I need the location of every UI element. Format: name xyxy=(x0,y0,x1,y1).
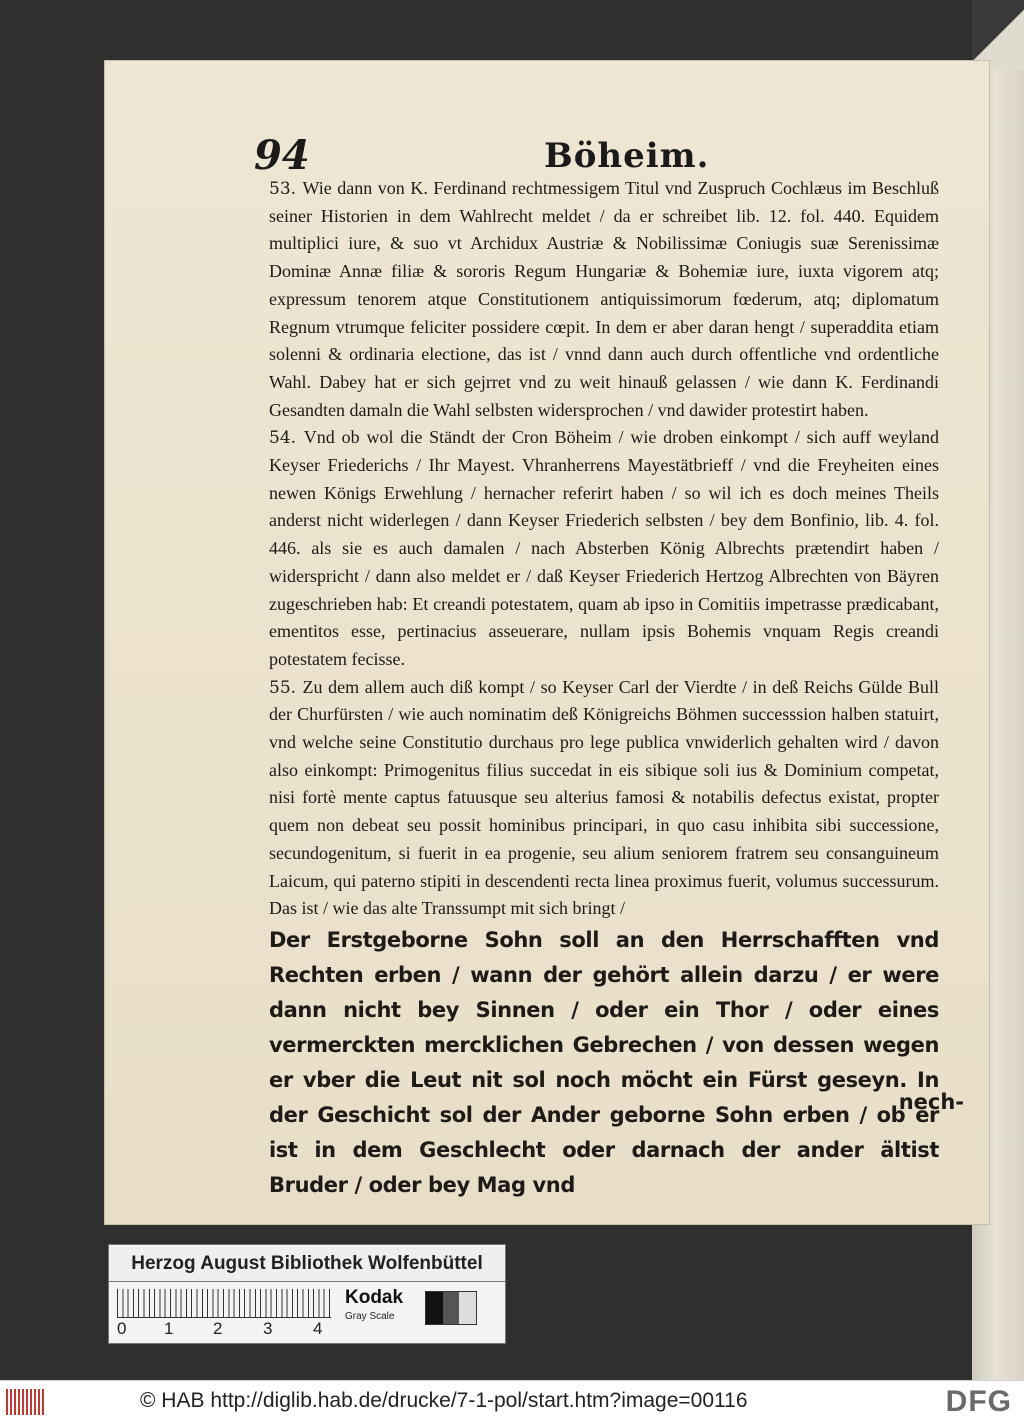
paragraph-number: 53. xyxy=(269,179,297,199)
dfg-logo: DFG xyxy=(945,1385,1012,1418)
barcode-icon xyxy=(6,1389,44,1415)
kodak-subtitle: Gray Scale xyxy=(345,1311,395,1322)
scale-label: 2 xyxy=(213,1319,223,1338)
catchword: nech- xyxy=(898,1090,964,1114)
book-page xyxy=(104,60,990,1225)
paragraph-number: 54. xyxy=(269,428,297,449)
scale-ruler xyxy=(117,1289,331,1318)
running-head: Böheim. xyxy=(544,136,710,176)
paragraph-54 xyxy=(269,424,939,673)
paragraph-number: 55. xyxy=(269,677,297,698)
paragraph-53 xyxy=(269,175,939,424)
paragraph-text: Zu dem allem auch diß kompt / so Keyser Carl der Vierdte / in deß Reichs Gülde Bull der Churfürsten / wie auch nominatim deß Königreichs Böhmen successsion halben statuirt, vnd welche seine Constitutio durchaus pro lege publica vnwiderlich gehalten wird / davon also einkompt: Primogenitus filius succedat in eis sibique soli ius & Dominium competat, nisi fortè mente captus fatuusque seu alterius famosi & notabilis defectus existat, propter quem non debeat seu possit hominibus principari, in quo casu inhibita sibi successione, secundogenitum, si fuerit in ea progenie, seu alium seniorem fratrem seu consanguineum Laicum, qui paterno stipiti in descendenti recta linea proximus fuerit, volumus successurum. Das ist / wie das alte Transsumpt mit sich bringt / xyxy=(269,676,940,919)
scale-label: 0 xyxy=(117,1319,127,1338)
gray-scale-patch xyxy=(425,1291,477,1325)
copyright-link[interactable]: © HAB http://diglib.hab.de/drucke/7-1-pol/start.htm?image=00116 xyxy=(140,1389,748,1412)
footer-bar xyxy=(0,1380,1024,1423)
library-color-card xyxy=(108,1244,506,1344)
paragraph-text: Vnd ob wol die Ständt der Cron Böheim / wie droben einkompt / sich auff weyland Keyser Friederichs / Ihr Mayest. Vhranherrens Mayestätbrieff / vnd die Freyheiten eines newen Königs Erwehlung / hernacher referirt haben / so wil ich es doch meines Theils anderst nicht widerlegen / dann Keyser Friederich selbsten / bey dem Bonfinio, lib. 4. fol. 446. als sie es auch damalen / nach Absterben König Albrechts prætendirt haben / widerspricht / dann also meldet er / daß Keyser Friederich Hertzog Albrechten von Bäyren zugeschrieben hab: Et creandi potestatem, quam ab ipso in Comitiis impetrasse prædicabant, ementitos esse, pertinacius asseuerare, nullam ipsis Bohemis vnquam Regis creandi potestatem fecisse. xyxy=(269,427,939,669)
scale-labels xyxy=(117,1319,347,1339)
scale-label: 3 xyxy=(263,1319,273,1338)
scale-label: 4 xyxy=(313,1319,323,1338)
page-number: 94 xyxy=(254,132,310,179)
kodak-logo: Kodak xyxy=(345,1287,404,1308)
text-block xyxy=(269,175,939,1203)
library-name: Herzog August Bibliothek Wolfenbüttel xyxy=(109,1247,505,1282)
paragraph-text: Wie dann von K. Ferdinand rechtmessigem Titul vnd Zuspruch Cochlæus im Beschluß seiner Historien in dem Wahlrecht meldet / da er schreibet lib. 12. fol. 440. Equidem multiplici iure, & suo vt Archidux Austriæ & Nobilissimæ Coniugis suæ Serenissimæ Dominæ Annæ filiæ & sororis Regum Hungariæ & Bohemiæ iure, iuxta vigorem atq; expressum tenorem atque Constitutionem antiquissimorum fœderum, atq; diplomatum Regnum vtrumque feliciter possidere cœpit. In dem er aber daran hengt / superaddita etiam solenni & ordinaria electione, das ist / vnnd dann auch durch offentliche vnd ordentliche Wahl. Dabey hat er sich gejrret vnd zu weit hinauß gelassen / wie dann K. Ferdinandi Gesandten damaln die Wahl selbsten widersprochen / vnd dawider protestirt haben. xyxy=(269,178,940,420)
scale-label: 1 xyxy=(164,1319,174,1338)
paragraph-55 xyxy=(269,674,939,923)
closing-text: Der Erstgeborne Sohn soll an den Herrschafften vnd Rechten erben / wann der gehört allein darzu / er were dann nicht bey Sinnen / oder ein Thor / oder eines vermerckten mercklichen Gebrechen / von dessen wegen er vber die Leut nit sol noch möcht ein Fürst geseyn. In der Geschicht sol der Ander geborne Sohn erben / ob er ist in dem Geschlecht oder darnach der ander ältist Bruder / oder bey Mag vnd xyxy=(269,927,939,1197)
